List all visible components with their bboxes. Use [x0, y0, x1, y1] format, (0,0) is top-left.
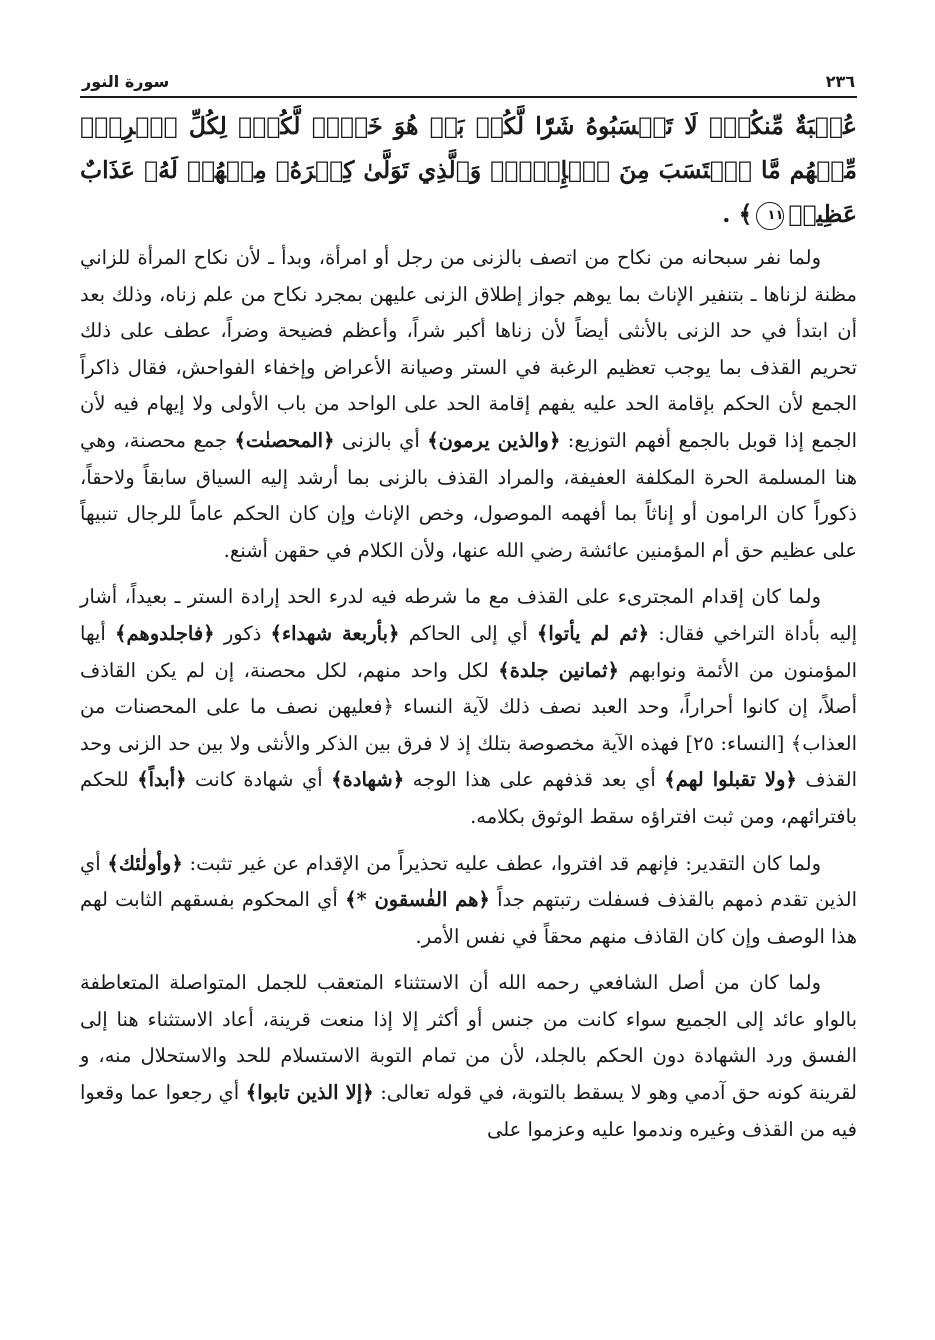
p2-quote-5: ﴿ولا تقبلوا لهم﴾ [664, 768, 797, 792]
verse-text: عُصۡبَةٌ مِّنكُمۡۚ لَا تَحۡسَبُوهُ شَرّٗا لَّكُمۖ بَلۡ هُوَ خَيۡرٞ لَّكُمۡۚ لِكُلِّ ٱمۡرِيٕٖ مِّنۡهُم مَّا ٱكۡتَسَبَ مِنَ ٱلۡإِثۡمِۚ وَٱلَّذِي تَوَلَّىٰ كِبۡرَهُۥ مِنۡهُمۡ لَهُۥ عَذَابٌ عَظِيمٞ [80, 112, 857, 228]
paragraph-4 [80, 965, 857, 1148]
paragraph-1 [80, 240, 857, 569]
p2-quote-6: ﴿شهادة﴾ [331, 768, 405, 792]
p1-text-a: ولما نفر سبحانه من نكاح من اتصف بالزنى من رجل أو امرأة، وبدأ ـ لأن نكاح المرأة للزاني مظنة لزناها ـ بتنفير الإناث بما يوهم جواز إطلاق الزنى عليهن بمجرد نكاح من علم زناه، وذلك بعد أن ابتدأ في حد الزنى بالأنثى أيضاً لأن زناها أكبر شراً، وأعظم فضيحة وضراً، عطف على ذلك تحريم القذف بما يوجب تعظيم الرغبة في الستر وصيانة الأعراض وإخفاء الفواحش، فقال ذاكراً الجمع لأن الحكم بإقامة الحد عليه يفهم إقامة الحد على الواحد من باب الأولى ولا إيهام فيه لأن الجمع إذا قوبل بالجمع أفهم التوزيع: [80, 246, 857, 452]
p2-quote-2: ﴿بأربعة شهداء﴾ [270, 621, 400, 645]
page-header [80, 66, 857, 98]
verse-closing: ﴾ . [722, 200, 753, 228]
p2-text-e: لكل واحد منهم، لكل محصنة، إن لم يكن القاذف أصلاً، إن كانوا أحراراً، وحد العبد نصف ذلك لآية النساء ﴿فعليهن نصف ما على المحصنات من العذاب﴾ [النساء: ٢٥] فهذه الآية مخصوصة بتلك إذ لا فرق بين الذكر والأنثى ولا بين حد الزنى وحد القذف [80, 658, 858, 792]
paragraph-2 [80, 579, 857, 835]
p4-text-a: ولما كان من أصل الشافعي رحمه الله أن الاستثناء المتعقب للجمل المتواصلة المتعاطفة بالواو عائد إلى الجميع سواء كانت من جنس أو أكثر إلا إذا منعت قرينة، أعاد الاستثناء هنا إلى الفسق ورد الشهادة دون الحكم بالجلد، لأن من تمام التوبة الاستسلام للحد والاستحلال منه، و لقرينة كونه حق آدمي وهو لا يسقط بالتوبة، في قوله تعالى: [80, 971, 857, 1105]
p3-quote-2: ﴿هم الفٰسقون *﴾ [345, 888, 490, 912]
p1-text-c: جمع محصنة، وهي هنا المسلمة الحرة المكلفة العفيفة، والمراد القذف بالزنى بما أرشد إليه السياق سابقاً ولاحقاً، ذكوراً كان الرامون أو إناثاً بما أفهمه الموصول، وخص الإناث وإن كان الحكم عاماً للرجال تنبيهاً على عظيم حق أم المؤمنين عائشة رضي الله عنها، ولأن الكلام في حقهن أشنع. [80, 428, 857, 562]
p2-quote-7: ﴿أبداً﴾ [137, 768, 187, 792]
p2-text-a: ولما كان إقدام المجترىء على القذف مع ما شرطه فيه لدرء الحد إرادة الستر ـ بعيداً، أشار إليه بأداة التراخي فقال: [80, 585, 857, 645]
p2-text-b: أي إلى الحاكم [399, 621, 537, 645]
paragraph-3 [80, 846, 857, 956]
p2-quote-1: ﴿ثم لم يأتوا﴾ [536, 621, 650, 645]
p3-text-a: ولما كان التقدير: فإنهم قد افتروا، عطف عليه تحذيراً من الإقدام عن غير تثبت: [182, 851, 821, 875]
ayah-number-marker: ١١ [756, 202, 784, 230]
p2-quote-3: ﴿فاجلدوهم﴾ [115, 621, 215, 645]
p3-quote-1: ﴿وأولٰئك﴾ [107, 851, 183, 875]
p2-text-d: أيها المؤمنون من الأئمة ونوابهم [80, 621, 858, 682]
p1-quote-2: ﴿المحصنٰت﴾ [234, 428, 335, 452]
p2-text-h: للحكم بافترائهم، ومن ثبت افتراؤه سقط الوثوق بكلامه. [80, 768, 857, 828]
p2-quote-4: ﴿ثمانين جلدة﴾ [498, 658, 619, 682]
p2-text-f: أي بعد قذفهم على هذا الوجه [404, 768, 665, 792]
p3-text-b: أي الذين تقدم ذمهم بالقذف فسفلت رتبتهم جداً [80, 851, 857, 912]
quran-verse [80, 104, 857, 236]
p4-quote-1: ﴿إلا الذين تابوا﴾ [245, 1081, 374, 1105]
p2-text-c: ذكور [214, 621, 271, 645]
page-number: ٢٣٦ [825, 72, 855, 91]
page-body [80, 104, 857, 1158]
p1-text-b: أي بالزنى [334, 428, 428, 452]
p1-quote-1: ﴿والذين يرمون﴾ [427, 428, 561, 452]
surah-title: سورة النور [82, 72, 170, 91]
p4-text-b: أي رجعوا عما وقعوا فيه من القذف وغيره وندموا عليه وعزموا على [80, 1081, 857, 1141]
p2-text-g: أي شهادة كانت [186, 768, 332, 792]
p3-text-c: أي المحكوم بفسقهم الثابت لهم هذا الوصف وإن كان القاذف منهم محقاً في نفس الأمر. [80, 888, 857, 948]
